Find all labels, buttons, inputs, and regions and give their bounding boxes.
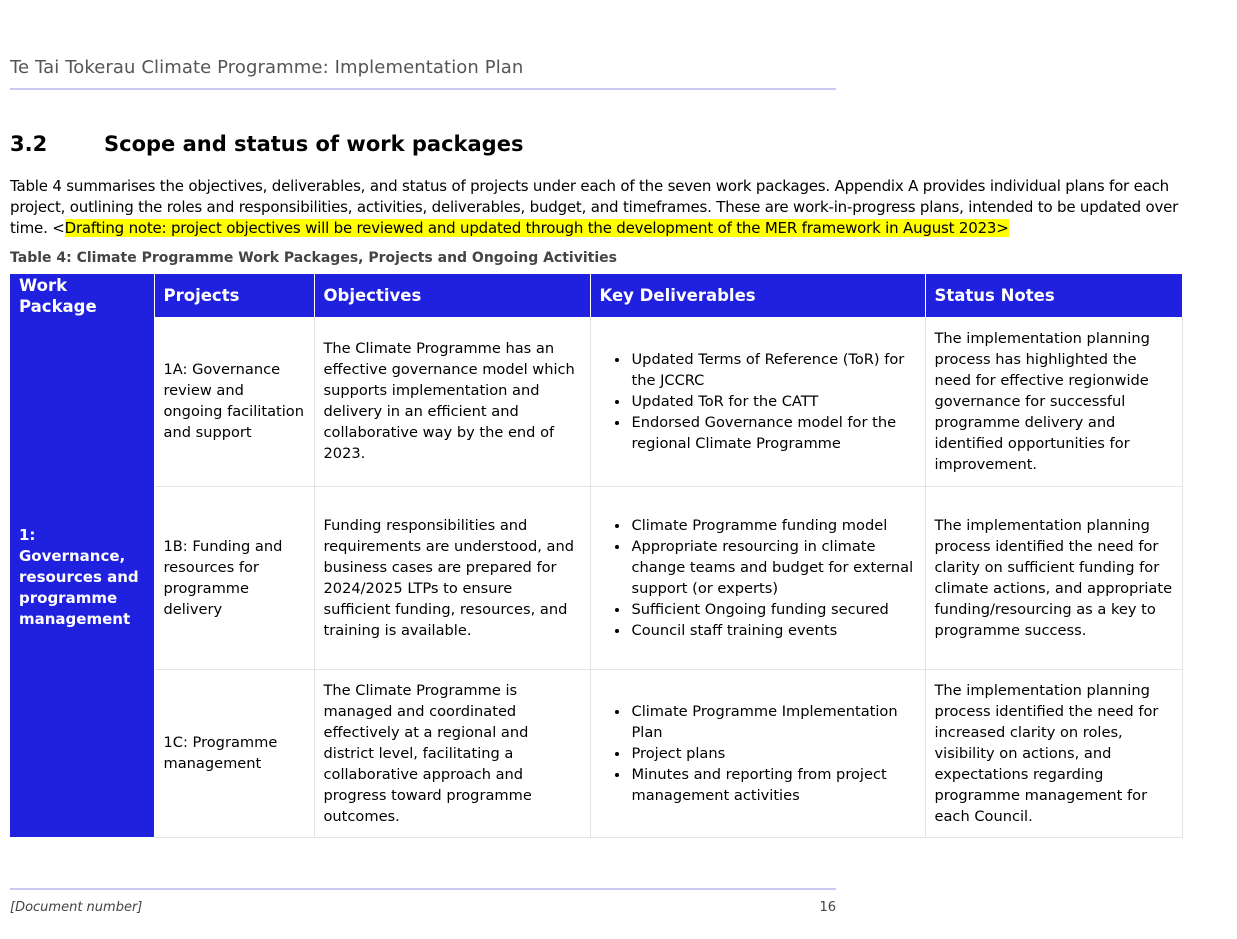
status-cell: The implementation planning process has highlighted the need for effective regionwide governance for successful programme delivery and identified opportunities for improvement.: [925, 317, 1182, 486]
column-header-projects: Projects: [154, 274, 314, 317]
deliverable-item: • Updated ToR for the CATT: [630, 391, 916, 412]
deliverable-item: • Project plans: [630, 743, 916, 764]
section-number: 3.2: [10, 132, 48, 156]
deliverable-item: • Climate Programme Implementation Plan: [630, 701, 916, 743]
table-row: [10, 486, 1182, 669]
column-header-objectives: Objectives: [314, 274, 590, 317]
column-header-work-package: Work Package: [10, 274, 154, 317]
deliverables-list: [600, 701, 916, 806]
objective-cell: Funding responsibilities and requirements are understood, and business cases are prepared for 2024/2025 LTPs to ensure sufficient funding, resources, and training is available.: [314, 486, 590, 669]
work-packages-table: [10, 274, 1183, 838]
deliverable-item: • Updated Terms of Reference (ToR) for the JCCRC: [630, 349, 916, 391]
objective-cell: The Climate Programme has an effective governance model which supports implementation and delivery in an efficient and collaborative way by the end of 2023.: [314, 317, 590, 486]
intro-paragraph: [10, 176, 1210, 239]
intro-text: Table 4 summarises the objectives, deliverables, and status of projects under each of the seven work packages. Appendix A provides individual plans for each project, outlining the roles and responsibilities, activities, deliverables, budget, and timeframes. These are work-in-progress plans, intended to be updated over time. <: [10, 177, 1179, 237]
work-package-cell: 1: Governance, resources and programme management: [10, 317, 154, 837]
column-header-status-notes: Status Notes: [925, 274, 1182, 317]
project-cell: 1B: Funding and resources for programme delivery: [154, 486, 314, 669]
status-cell: The implementation planning process identified the need for clarity on sufficient funding for climate actions, and appropriate funding/resourcing as a key to programme success.: [925, 486, 1182, 669]
deliverables-cell: [590, 486, 925, 669]
deliverables-cell: [590, 669, 925, 837]
deliverables-cell: [590, 317, 925, 486]
document-number: [Document number]: [10, 900, 143, 915]
project-cell: 1A: Governance review and ongoing facilitation and support: [154, 317, 314, 486]
section-title: Scope and status of work packages: [104, 132, 524, 156]
column-header-key-deliverables: Key Deliverables: [590, 274, 925, 317]
status-cell: The implementation planning process identified the need for increased clarity on roles, visibility on actions, and expectations regarding programme management for each Council.: [925, 669, 1182, 837]
table-header-row: [10, 274, 1182, 317]
footer-divider: [10, 888, 836, 890]
section-heading: [10, 132, 523, 156]
deliverables-list: [600, 515, 916, 641]
drafting-note-highlight: Drafting note: project objectives will be reviewed and updated through the development of the MER framework in August 2023>: [64, 219, 1009, 237]
deliverable-item: • Endorsed Governance model for the regional Climate Programme: [630, 412, 916, 454]
table-row: [10, 317, 1182, 486]
deliverable-item: • Minutes and reporting from project management activities: [630, 764, 916, 806]
header-divider: [10, 88, 836, 90]
deliverable-item: • Sufficient Ongoing funding secured: [630, 599, 916, 620]
objective-cell: The Climate Programme is managed and coordinated effectively at a regional and district level, facilitating a collaborative approach and progress toward programme outcomes.: [314, 669, 590, 837]
table-row: [10, 669, 1182, 837]
deliverables-list: [600, 349, 916, 454]
deliverable-item: • Council staff training events: [630, 620, 916, 641]
table-caption: Table 4: Climate Programme Work Packages, Projects and Ongoing Activities: [10, 250, 617, 266]
running-header-title: Te Tai Tokerau Climate Programme: Implementation Plan: [10, 57, 524, 78]
deliverable-item: • Appropriate resourcing in climate change teams and budget for external support (or experts): [630, 536, 916, 599]
project-cell: 1C: Programme management: [154, 669, 314, 837]
deliverable-item: • Climate Programme funding model: [630, 515, 916, 536]
page-number: 16: [819, 900, 836, 915]
